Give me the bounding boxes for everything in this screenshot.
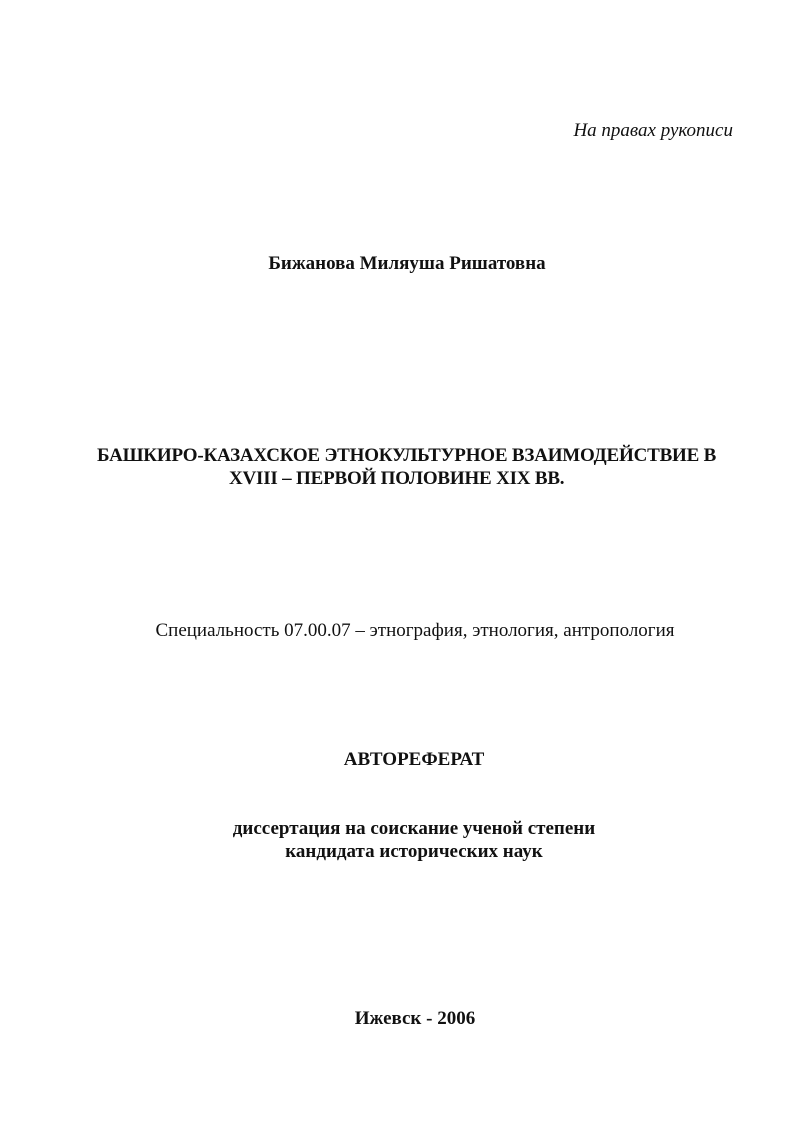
dissertation-title-line-1: БАШКИРО-КАЗАХСКОЕ ЭТНОКУЛЬТУРНОЕ ВЗАИМОДЕЙСТВИЕ В <box>97 445 717 466</box>
dissertation-title-line-2: XVIII – ПЕРВОЙ ПОЛОВИНЕ XIX ВВ. <box>229 468 565 489</box>
document-type-heading: АВТОРЕФЕРАТ <box>343 749 485 770</box>
degree-line-1: диссертация на соискание ученой степени <box>232 818 596 839</box>
degree-line-2: кандидата исторических наук <box>285 841 543 862</box>
specialty-line: Специальность 07.00.07 – этнография, этнология, антропология <box>155 620 675 641</box>
author-name: Бижанова Миляуша Ришатовна <box>268 253 546 274</box>
manuscript-rights-note: На правах рукописи <box>573 120 733 141</box>
place-and-year: Ижевск - 2006 <box>354 1008 476 1029</box>
